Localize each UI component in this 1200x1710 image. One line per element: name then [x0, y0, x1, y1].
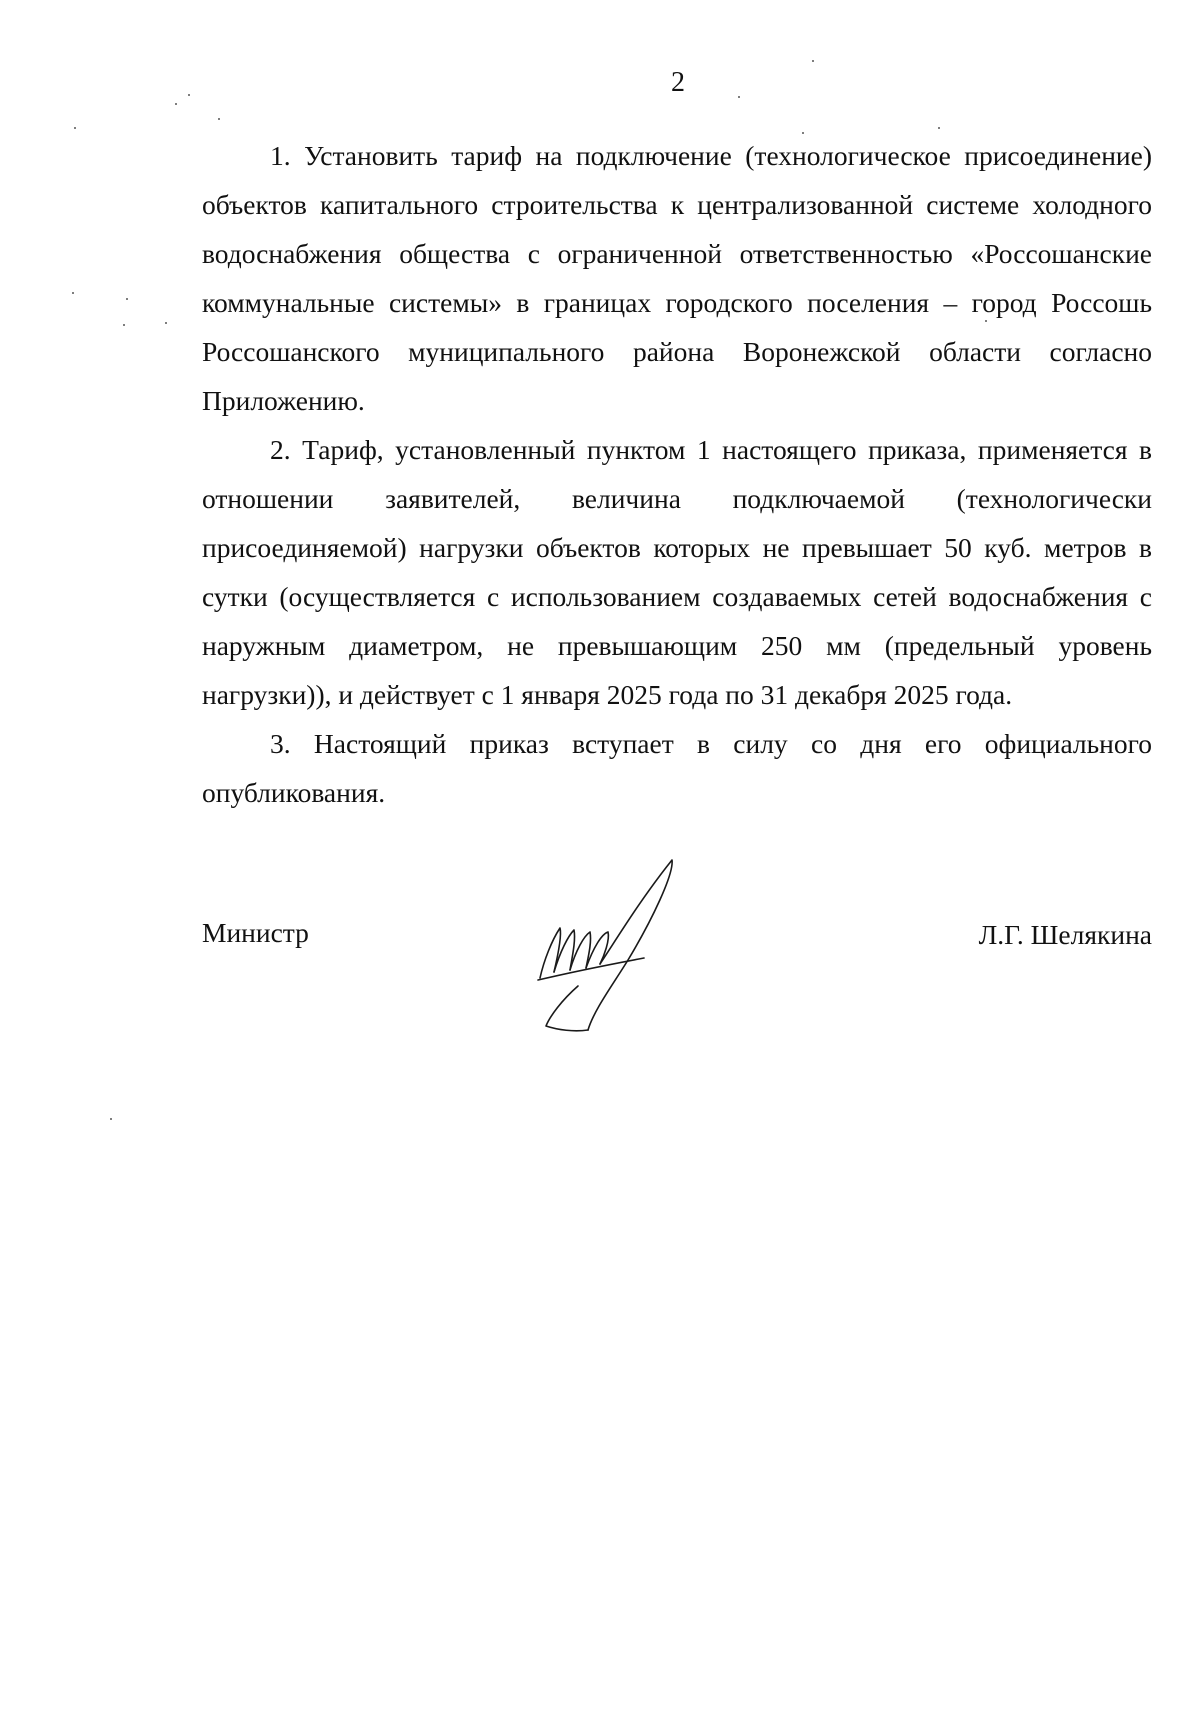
handwritten-signature	[532, 840, 692, 1040]
scan-speck	[218, 118, 220, 120]
page-number: 2	[671, 67, 685, 98]
scan-speck	[110, 1118, 112, 1120]
signatory-name: Л.Г. Шелякина	[978, 919, 1152, 950]
scan-speck	[123, 324, 125, 326]
scan-speck	[175, 103, 177, 105]
scan-speck	[812, 60, 814, 62]
paragraph-1: 1. Установить тариф на подключение (технологическое присоединение) объектов капитального строительства к централизованной системе холодного водоснабжения общества с ограниченной ответственностью «Россошанские коммунальные системы» в границах городского поселения – город Россошь Россошанского муниципального района Воронежской области согласно Приложению.	[202, 140, 1152, 416]
scan-speck	[72, 292, 74, 294]
scan-speck	[188, 94, 190, 96]
signatory-title: Министр	[202, 917, 309, 948]
paragraph-2: 2. Тариф, установленный пунктом 1 настоящего приказа, применяется в отношении заявителей, величина подключаемой (технологически присоединяемой) нагрузки объектов которых не превышает 50 куб. метров в сутки (осуществляется с использованием создаваемых сетей водоснабжения с наружным диаметром, не превышающим 250 мм (предельный уровень нагрузки)), и действует с 1 января 2025 года по 31 декабря 2025 года.	[202, 434, 1152, 710]
scan-speck	[126, 298, 128, 300]
signature-block	[202, 900, 1152, 1040]
scan-speck	[985, 320, 987, 322]
paragraph-3: 3. Настоящий приказ вступает в силу со дня его официального опубликования.	[202, 728, 1152, 808]
scan-speck	[165, 322, 167, 324]
scan-speck	[938, 127, 940, 129]
scan-speck	[738, 96, 740, 98]
scan-speck	[802, 132, 804, 134]
document-body	[202, 131, 1152, 817]
scan-speck	[74, 127, 76, 129]
